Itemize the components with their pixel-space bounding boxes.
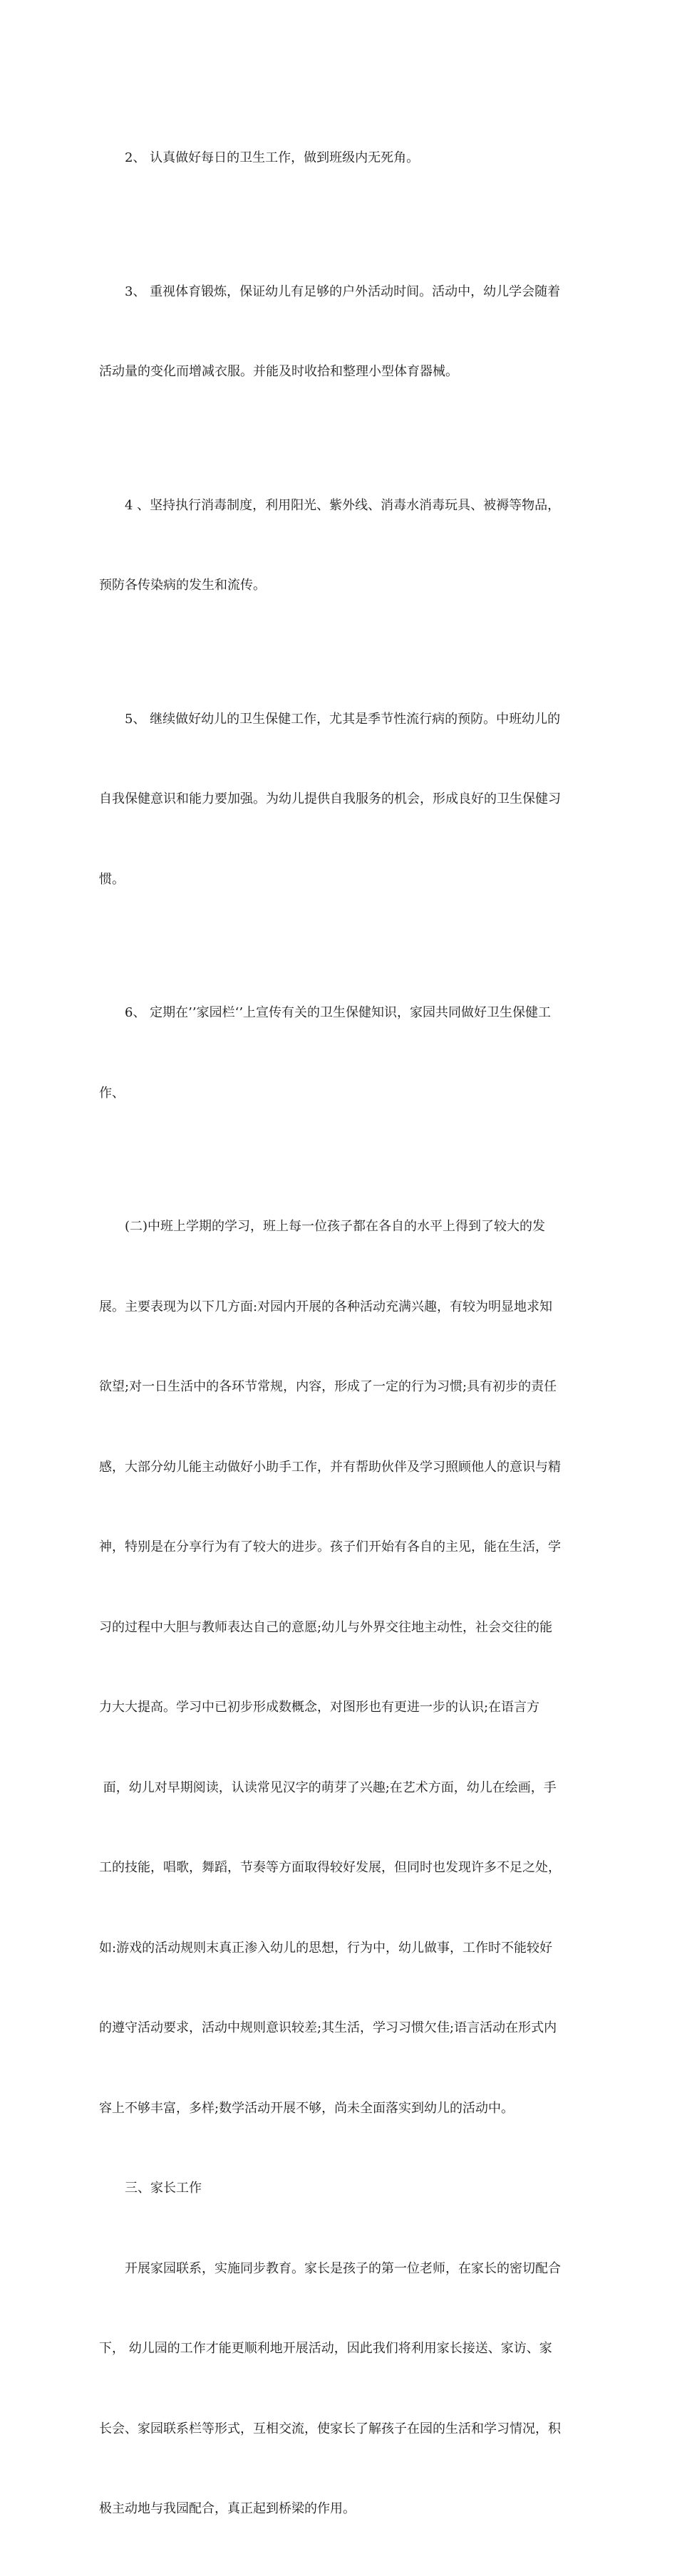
text-line: 容上不够丰富，多样;数学活动开展不够，尚未全面落实到幼儿的活动中。 xyxy=(99,2100,515,2116)
text-line: 如:游戏的活动规则末真正渗入幼儿的思想，行为中，幼儿做事，工作时不能较好 xyxy=(99,1940,553,1956)
text-line: 3、 重视体育锻炼，保证幼儿有足够的户外活动时间。活动中，幼儿学会随着 xyxy=(125,284,561,299)
document-body xyxy=(99,91,584,2576)
list-item-3 xyxy=(99,225,584,439)
text-line: 下， 幼儿园的工作才能更顺利地开展活动，因此我们将利用家长接送、家访、家 xyxy=(99,2341,552,2356)
text-line: 惯。 xyxy=(99,871,125,887)
text-line: 展。主要表现为以下几方面:对园内开展的各种活动充满兴趣，有较为明显地求知 xyxy=(99,1299,553,1314)
text-line: 5、 继续做好幼儿的卫生保健工作，尤其是季节性流行病的预防。中班幼儿的 xyxy=(125,711,561,727)
text-line: 感，大部分幼儿能主动做好小助手工作，并有帮助伙伴及学习照顾他人的意识与精 xyxy=(99,1459,561,1475)
text-line: 2、 认真做好每日的卫生工作，做到班级内无死角。 xyxy=(125,150,420,165)
text-line: 的遵守活动要求，活动中规则意识较差;其生活，学习习惯欠佳;语言活动在形式内 xyxy=(99,2020,557,2035)
list-item-5 xyxy=(99,653,584,947)
text-line: (二)中班上学期的学习，班上每一位孩子都在各自的水平上得到了较大的发 xyxy=(125,1219,546,1234)
section-3-heading: 三、家长工作 xyxy=(125,2181,202,2196)
text-line: 6、 定期在’’家园栏‘’上宣传有关的卫生保健知识，家园共同做好卫生保健工 xyxy=(125,1005,552,1020)
text-line: 神，特别是在分享行为有了较大的进步。孩子们开始有各自的主见，能在生活，学 xyxy=(99,1539,561,1554)
text-line: 极主动地与我园配合，真正起到桥梁的作用。 xyxy=(99,2501,356,2516)
text-line: 欲望;对一日生活中的各环节常规，内容，形成了一定的行为习惯;具有初步的责任 xyxy=(99,1379,557,1394)
text-line: 活动量的变化而增减衣服。并能及时收拾和整理小型体育器械。 xyxy=(99,364,458,379)
text-line: 力大大提高。学习中已初步形成数概念，对图形也有更进一步的认识;在语言方 xyxy=(99,1700,540,1715)
text-line: 习的过程中大胆与教师表达自己的意愿;幼儿与外界交往地主动性，社会交往的能 xyxy=(99,1619,553,1635)
list-item-4 xyxy=(99,439,584,653)
section-3-paragraph xyxy=(99,2202,584,2576)
text-line: 长会、家园联系栏等形式，互相交流，使家长了解孩子在园的生活和学习情况，积 xyxy=(99,2421,561,2436)
text-line: 预防各传染病的发生和流传。 xyxy=(99,578,266,593)
text-line: 4 、坚持执行消毒制度，利用阳光、紫外线、消毒水消毒玩具、被褥等物品， xyxy=(125,497,561,513)
text-line: 面，幼儿对早期阅读，认读常见汉字的萌芽了兴趣;在艺术方面，幼儿在绘画，手 xyxy=(99,1780,557,1795)
list-item-2 xyxy=(99,91,584,225)
list-item-6 xyxy=(99,946,584,1160)
section-2-paragraph xyxy=(99,1160,584,2175)
text-line: 自我保健意识和能力要加强。为幼儿提供自我服务的机会，形成良好的卫生保健习 xyxy=(99,791,561,806)
text-line: 作、 xyxy=(99,1085,125,1101)
text-line: 工的技能，唱歌，舞蹈，节奏等方面取得较好发展，但同时也发现许多不足之处， xyxy=(99,1860,561,1875)
text-line: 开展家园联系，实施同步教育。家长是孩子的第一位老师，在家长的密切配合 xyxy=(125,2260,561,2276)
